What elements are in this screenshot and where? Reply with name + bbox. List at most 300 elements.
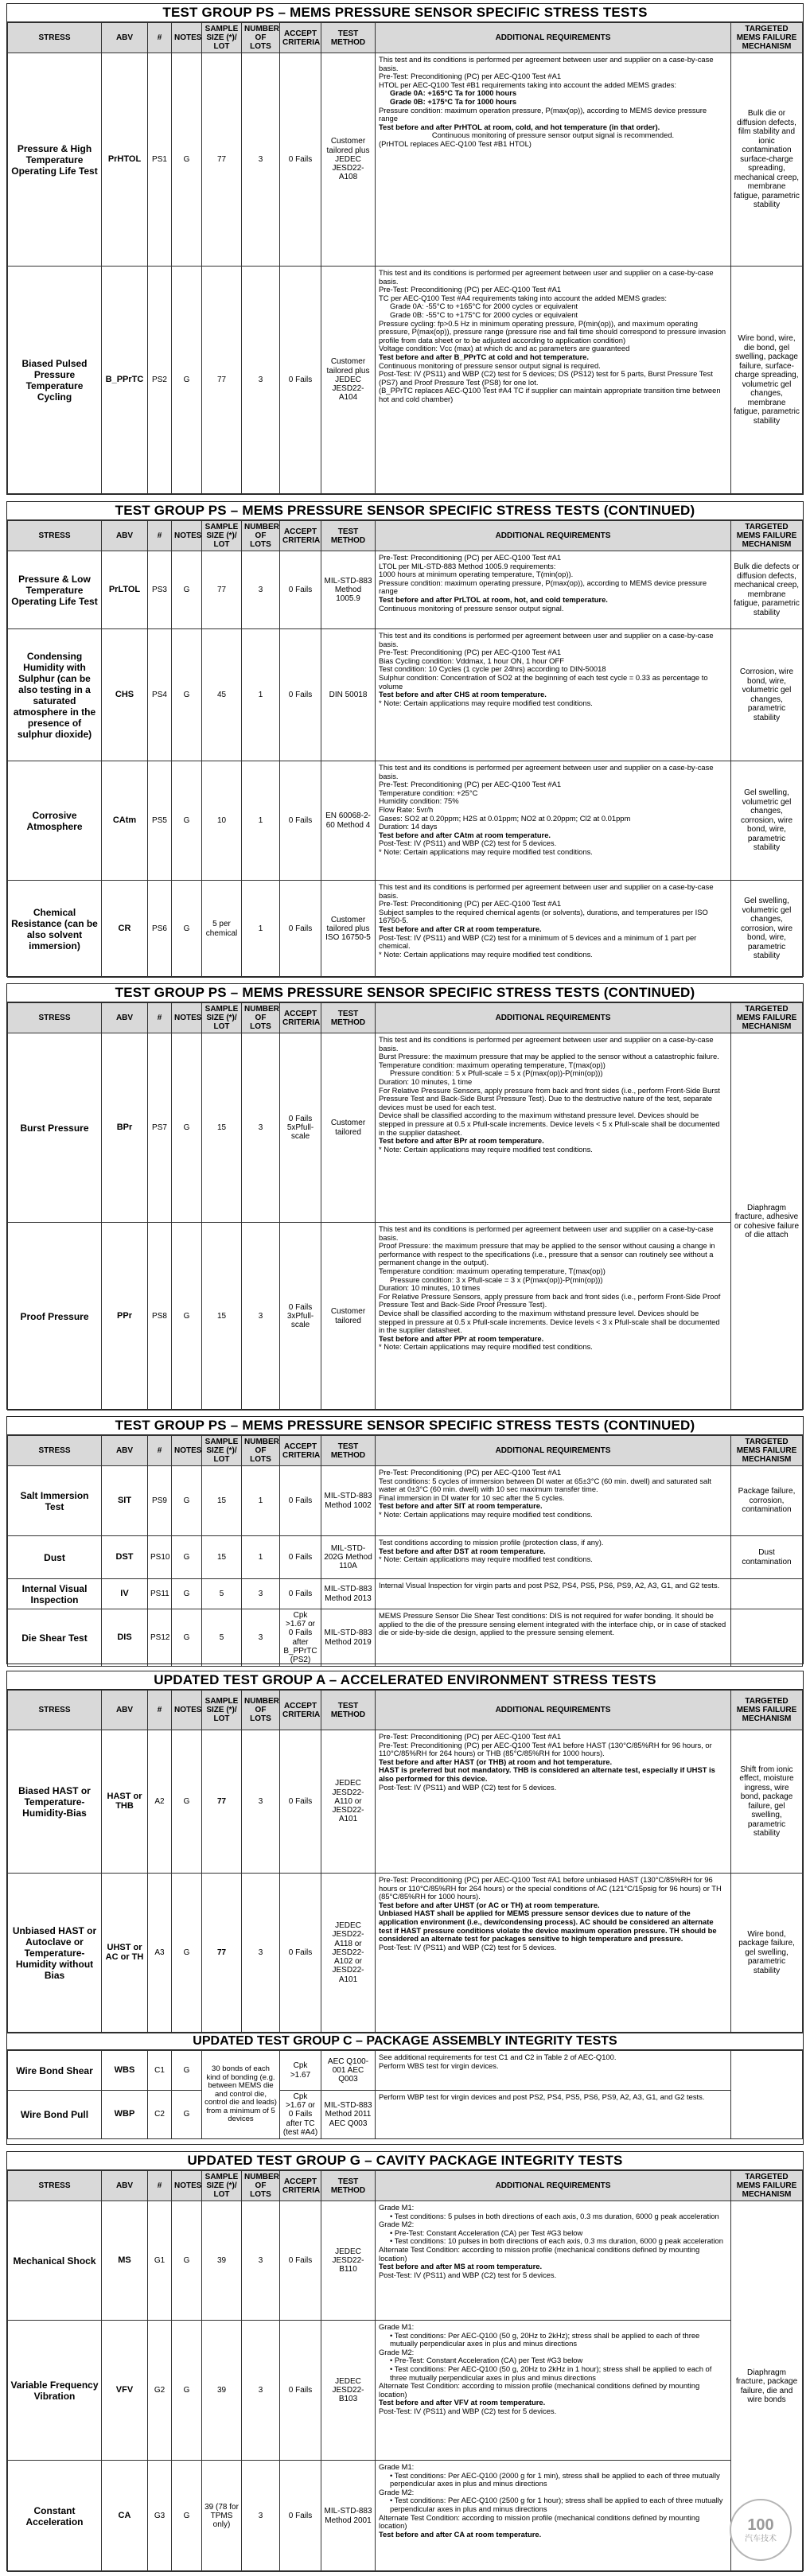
req-line: Test before and after PPr at room temperature. [379,1333,544,1343]
lot-count: 3 [242,2461,280,2572]
col-header-lots: NUMBER OF LOTS [242,521,280,551]
notes: G [172,1609,202,1667]
col-header-accept: ACCEPT CRITERIA [280,1003,321,1033]
col-header-abv: ABV [102,521,148,551]
lot-count: 3 [242,1730,280,1874]
additional-requirements [376,2201,731,2321]
stress-test-table [7,2050,803,2139]
failure-mechanism: Gel swelling, volumetric gel changes, corrosion, wire bond, wire, parametric stability [731,761,803,881]
test-method: MIL-STD-883 Method 2011 AEC Q003 [321,2091,376,2139]
watermark-text: 汽车技术 [745,2535,777,2543]
req-line: • Pre-Test: Constant Acceleration (CA) per Test #G3 below [390,2228,583,2237]
req-line: This test and its conditions is performed per agreement between user and supplier on a case-by-case basis. [379,1035,714,1053]
failure-mechanism: Diaphragm fracture, adhesive or cohesive failure of die attach [731,1033,803,1411]
failure-mechanism [731,1609,803,1667]
table-row [8,1874,803,2033]
test-number: PS1 [148,53,172,267]
col-header-stress: STRESS [8,1436,102,1466]
req-line: • Pre-Test: Constant Acceleration (CA) per Test #G3 below [390,2356,583,2365]
table-row [8,881,803,978]
test-number: PS4 [148,629,172,761]
req-line: * Note: Certain applications may require modified test conditions. [379,1509,593,1519]
sample-size: 5 per chemical [202,881,242,978]
col-header-sample-size: SAMPLE SIZE (*)/ LOT [202,2171,242,2201]
notes: G [172,1730,202,1874]
req-line: Test before and after DST at room temperature. [379,1546,546,1555]
section-title: TEST GROUP PS – MEMS PRESSURE SENSOR SPECIFIC STRESS TESTS (CONTINUED) [7,984,803,1002]
req-line: This test and its conditions is performed per agreement between user and supplier on a case-by-case basis. [379,268,714,286]
table-header-row [8,1436,803,1466]
notes: G [172,629,202,761]
col-header-sample-size: SAMPLE SIZE (*)/ LOT [202,1436,242,1466]
col-header-sample-size: SAMPLE SIZE (*)/ LOT [202,521,242,551]
col-header-number: # [148,1691,172,1730]
failure-mechanism: Package failure, corrosion, contamination [731,1466,803,1536]
req-line: Test before and after VFV at room temperature. [379,2398,546,2407]
test-method: Customer tailored [321,1223,376,1411]
test-method: Customer tailored plus JEDEC JESD22- A104 [321,267,376,494]
sample-size: 15 [202,1223,242,1411]
table-header-row [8,23,803,53]
req-line: * Note: Certain applications may require modified test conditions. [379,1555,593,1564]
additional-requirements [376,881,731,978]
notes: G [172,2091,202,2139]
table-row [8,761,803,881]
col-header-method: TEST METHOD [321,23,376,53]
additional-requirements [376,1609,731,1667]
notes: G [172,53,202,267]
sample-size: 39 [202,2201,242,2321]
notes: G [172,881,202,978]
col-header-stress: STRESS [8,23,102,53]
col-header-mechanism: TARGETED MEMS FAILURE MECHANISM [731,1691,803,1730]
failure-mechanism: Diaphragm fracture, package failure, die and wire bonds [731,2201,803,2572]
accept-criteria: Cpk >1.67 or 0 Fails after TC (test #A4) [280,2091,321,2139]
accept-criteria: 0 Fails [280,1874,321,2033]
sample-size: 15 [202,1536,242,1579]
sample-size: 5 [202,1609,242,1667]
lot-count: 1 [242,629,280,761]
req-line: (B_PPrTC replaces AEC-Q100 Test #A4 TC if supplier can maintain appropriate transition time between hot and cold chamber) [379,386,721,403]
additional-requirements [376,629,731,761]
accept-criteria: 0 Fails [280,53,321,267]
sample-size: 77 [202,267,242,494]
lot-count: 3 [242,267,280,494]
lot-count: 3 [242,53,280,267]
table-row [8,2461,803,2572]
table-section [6,2151,804,2571]
watermark-number: 100 [747,2516,774,2534]
col-header-notes: NOTES [172,1436,202,1466]
notes: G [172,551,202,629]
req-line: HTOL per AEC-Q100 Test #B1 requirements taking into account the added MEMS grades: [379,80,676,89]
req-line: This test and its conditions is performed per agreement between user and supplier on a case-by-case basis. [379,882,714,900]
req-line: Duration: 14 days [379,822,438,831]
stress-name: Die Shear Test [8,1609,102,1667]
sample-size: 77 [202,53,242,267]
req-line: Gases: SO2 at 0.20ppm; H2S at 0.01ppm; NO2 at 0.20ppm; Cl2 at 0.01ppm [379,813,631,823]
col-header-requirements: ADDITIONAL REQUIREMENTS [376,521,731,551]
col-header-number: # [148,23,172,53]
sample-size: 39 [202,2321,242,2461]
req-line: Post-Test: IV (PS11) and WBP (C2) test for 5 devices. [379,2406,557,2415]
stress-name: Chemical Resistance (can be also solvent immersion) [8,881,102,978]
sample-size: 30 bonds of each kind of bonding (e.g. between MEMS die and control die, control die and leads) from a minimum of 5 devices [202,2051,280,2139]
failure-mechanism: Bulk die defects or diffusion defects, mechanical creep, membrane fatigue, parametric stability [731,551,803,629]
additional-requirements [376,761,731,881]
test-number: PS2 [148,267,172,494]
failure-mechanism: Wire bond, wire, die bond, gel swelling, package failure, surface-charge spreading, volumetric gel changes, membrane fatigue, parametric stability [731,267,803,494]
additional-requirements [376,1730,731,1874]
col-header-notes: NOTES [172,1003,202,1033]
stress-name: Unbiased HAST or Autoclave or Temperature-Humidity without Bias [8,1874,102,2033]
stress-name: Burst Pressure [8,1033,102,1223]
stress-name: Pressure & High Temperature Operating Life Test [8,53,102,267]
stress-name: Constant Acceleration [8,2461,102,2572]
req-line: Flow Rate: 5vr/h [379,804,434,814]
additional-requirements [376,2461,731,2572]
req-line: Test before and after MS at room temperature. [379,2262,543,2271]
accept-criteria: 0 Fails [280,1730,321,1874]
req-line: Final immersion in DI water for 10 sec after the 5 cycles. [379,1492,565,1502]
additional-requirements [376,53,731,267]
stress-test-table [7,1435,803,1667]
req-line: See additional requirements for test C1 and C2 in Table 2 of AEC-Q100. [379,2053,617,2061]
req-line: (PrHTOL replaces AEC-Q100 Test #B1 HTOL) [379,138,532,148]
sample-size: 77 [202,551,242,629]
test-number: G2 [148,2321,172,2461]
req-line: For Relative Pressure Sensors, apply pressure from back and front sides (i.e., perform Front-Side Burst Pressure Test and Back-Side Burst Pressure Test). Due to the destructive nature of the test, separate devices must be used for each test. [379,1085,720,1111]
req-line: Test before and after CAtm at room temperature. [379,830,551,839]
test-method: MIL-STD-883 Method 2019 [321,1609,376,1667]
abbreviation: WBP [102,2091,148,2139]
notes: G [172,2461,202,2572]
abbreviation: CA [102,2461,148,2572]
accept-criteria: 0 Fails 5xPfull-scale [280,1033,321,1223]
req-line: Perform WBP test for virgin devices and post PS2, PS4, PS5, PS6, PS9, A2, A3, G1, and G2 tests. [379,2092,705,2101]
table-row [8,2201,803,2321]
table-section [6,1671,804,2145]
additional-requirements [376,267,731,494]
section-title: TEST GROUP PS – MEMS PRESSURE SENSOR SPECIFIC STRESS TESTS [7,4,803,22]
test-method: EN 60068-2-60 Method 4 [321,761,376,881]
abbreviation: PrLTOL [102,551,148,629]
table-section [6,501,804,977]
abbreviation: DIS [102,1609,148,1667]
req-line: • Test conditions: Per AEC-Q100 (50 g, 20Hz to 2kHz in 1 hour); stress shall be applied to each of three mutually perpendicular axes in plus and minus directions [390,2364,712,2382]
test-number: G3 [148,2461,172,2572]
abbreviation: CR [102,881,148,978]
col-header-accept: ACCEPT CRITERIA [280,1436,321,1466]
section-title: UPDATED TEST GROUP C – PACKAGE ASSEMBLY INTEGRITY TESTS [7,2033,803,2050]
req-line: • Test conditions: Per AEC-Q100 (50 g, 20Hz to 2kHz); stress shall be applied to each of three mutually perpendicular axes in plus and minus directions [390,2330,700,2348]
test-number: PS7 [148,1033,172,1223]
req-line: Bias Cycling condition: Vddmax, 1 hour ON, 1 hour OFF [379,656,564,665]
accept-criteria: 0 Fails [280,1536,321,1579]
sample-size: 10 [202,761,242,881]
abbreviation: VFV [102,2321,148,2461]
stress-test-table [7,1690,803,2033]
col-header-lots: NUMBER OF LOTS [242,1691,280,1730]
stress-name: Dust [8,1536,102,1579]
lot-count: 3 [242,1609,280,1667]
test-method: AEC Q100-001 AEC Q003 [321,2051,376,2091]
req-line: Grade M2: [379,2347,415,2356]
col-header-method: TEST METHOD [321,1003,376,1033]
section-title: UPDATED TEST GROUP G – CAVITY PACKAGE INTEGRITY TESTS [7,2152,803,2170]
req-line: Alternate Test Condition: according to mission profile (mechanical conditions defined by mounting location) [379,2381,700,2399]
section-title: TEST GROUP PS – MEMS PRESSURE SENSOR SPECIFIC STRESS TESTS (CONTINUED) [7,1417,803,1435]
req-line: Pre-Test: Preconditioning (PC) per AEC-Q100 Test #A1 [379,899,562,909]
lot-count: 1 [242,761,280,881]
abbreviation: BPr [102,1033,148,1223]
additional-requirements [376,2051,731,2091]
col-header-accept: ACCEPT CRITERIA [280,521,321,551]
table-row [8,2091,803,2139]
col-header-abv: ABV [102,2171,148,2201]
table-section [6,3,804,495]
col-header-sample-size: SAMPLE SIZE (*)/ LOT [202,1003,242,1033]
section-title: UPDATED TEST GROUP A – ACCELERATED ENVIRONMENT STRESS TESTS [7,1671,803,1690]
req-line: Post-Test: IV (PS11) and WBP (C2) test for 5 devices. [379,1942,557,1951]
stress-name: Mechanical Shock [8,2201,102,2321]
req-line: Subject samples to the required chemical agents (or solvents), durations, and temperatures per ISO 16750-5. [379,907,708,925]
req-line: Perform WBS test for virgin devices. [379,2060,499,2070]
test-method: MIL-STD-202G Method 110A [321,1536,376,1579]
test-method: JEDEC JESD22-B110 [321,2201,376,2321]
col-header-abv: ABV [102,23,148,53]
req-line: Test before and after HAST (or THB) at room and hot temperature. [379,1757,613,1766]
watermark-seal [730,2499,792,2561]
accept-criteria: 0 Fails [280,2461,321,2572]
req-line: Continuous monitoring of pressure sensor output signal is required. [379,360,601,370]
additional-requirements [376,1223,731,1411]
test-method: JEDEC JESD22-A110 or JESD22-A101 [321,1730,376,1874]
req-line: Pre-Test: Preconditioning (PC) per AEC-Q100 Test #A1 [379,780,562,789]
req-line: Temperature condition: maximum operating temperature, T(max(op)) [379,1266,606,1275]
req-line: Grade 0A: +165°C Ta for 1000 hours [390,88,517,98]
req-line: Duration: 10 minutes, 10 times [379,1283,481,1293]
abbreviation: IV [102,1579,148,1609]
req-line: Test before and after B_PPrTC at cold and hot temperature. [379,352,589,361]
col-header-abv: ABV [102,1691,148,1730]
notes: G [172,267,202,494]
req-line: Sulphur condition: Concentration of SO2 at the beginning of each test cycle = 0.33 as percentage to volume [379,672,708,691]
req-line: Alternate Test Condition: according to mission profile (mechanical conditions defined by mounting location) [379,2244,700,2263]
stress-name: Wire Bond Shear [8,2051,102,2091]
test-number: PS6 [148,881,172,978]
additional-requirements [376,2091,731,2139]
additional-requirements [376,1466,731,1536]
col-header-stress: STRESS [8,1691,102,1730]
req-line: Pre-Test: Preconditioning (PC) per AEC-Q100 Test #A1 [379,648,562,657]
stress-name: Biased HAST or Temperature-Humidity-Bias [8,1730,102,1874]
table-row [8,1609,803,1667]
notes: G [172,1579,202,1609]
stress-test-table [7,22,803,494]
test-number: A2 [148,1730,172,1874]
req-line: Test before and after BPr at room temperature. [379,1136,544,1146]
additional-requirements [376,1579,731,1609]
lot-count: 1 [242,1466,280,1536]
req-line: • Test conditions: 10 pulses in both directions of each axis, 0.3 ms duration, 6000 g peak acceleration [390,2236,723,2246]
test-method: MIL-STD-883 Method 1002 [321,1466,376,1536]
accept-criteria: Cpk >1.67 or 0 Fails after B_PPrTC (PS2) [280,1609,321,1667]
req-line: * Note: Certain applications may require modified test conditions. [379,846,593,856]
table-row [8,1223,803,1411]
table-row [8,2051,803,2091]
abbreviation: UHST or AC or TH [102,1874,148,2033]
test-method: DIN 50018 [321,629,376,761]
notes: G [172,1223,202,1411]
table-row [8,1466,803,1536]
test-number: C1 [148,2051,172,2091]
accept-criteria: 0 Fails [280,2201,321,2321]
sample-size: 5 [202,1579,242,1609]
req-line: * Note: Certain applications may require modified test conditions. [379,698,593,707]
col-header-requirements: ADDITIONAL REQUIREMENTS [376,2171,731,2201]
table-row [8,53,803,267]
col-header-stress: STRESS [8,1003,102,1033]
req-line: Pressure condition: maximum operation pressure, P(max(op)), according to MEMS device pressure range [379,105,707,123]
abbreviation: HAST or THB [102,1730,148,1874]
abbreviation: CAtm [102,761,148,881]
req-line: Test before and after PrHTOL at room, cold, and hot temperature (in that order). [379,122,660,131]
req-line: Post-Test: IV (PS11) and WBP (C2) test for 5 devices. [379,2270,557,2279]
sample-size: 45 [202,629,242,761]
col-header-stress: STRESS [8,521,102,551]
accept-criteria: Cpk >1.67 [280,2051,321,2091]
req-line: Pressure condition: 3 x Pfull-scale = 3 x (P(max(op))-P(min(op))) [390,1274,603,1284]
stress-name: Proof Pressure [8,1223,102,1411]
notes: G [172,1874,202,2033]
col-header-notes: NOTES [172,23,202,53]
req-line: This test and its conditions is performed per agreement between user and supplier on a case-by-case basis. [379,763,714,780]
stress-name: Salt Immersion Test [8,1466,102,1536]
stress-name: Biased Pulsed Pressure Temperature Cycling [8,267,102,494]
req-line: For Relative Pressure Sensors, apply pressure from back and front sides (i.e., perform Front-Side Proof Pressure Test and Back-Side Proof Pressure Test). [379,1291,721,1309]
notes: G [172,2321,202,2461]
col-header-number: # [148,521,172,551]
col-header-sample-size: SAMPLE SIZE (*)/ LOT [202,1691,242,1730]
req-line: Pressure condition: maximum operating pressure, P(max(op)), according to MEMS device pressure range [379,578,707,596]
table-row [8,629,803,761]
col-header-number: # [148,1436,172,1466]
failure-mechanism [731,2051,803,2139]
lot-count: 3 [242,1223,280,1411]
failure-mechanism: Wire bond, package failure, gel swelling, parametric stability [731,1874,803,2033]
req-line: Post-Test: IV (PS11) and WBP (C2) test for 5 devices. [379,1782,557,1792]
test-number: PS12 [148,1609,172,1667]
failure-mechanism: Dust contamination [731,1536,803,1579]
accept-criteria: 0 Fails [280,2321,321,2461]
col-header-number: # [148,2171,172,2201]
test-number: PS10 [148,1536,172,1579]
req-line: Pressure cycling: fp>0.5 Hz in minimum operating pressure, P(min(op)), and maximum operating pressure, P(max(op)), pressure range (pressure rise and fall time should correspond to pressure invasion profile from data sheet or to be adjusted according to application condition) [379,318,726,344]
req-line: Pre-Test: Preconditioning (PC) per AEC-Q100 Test #A1 [379,72,562,81]
col-header-method: TEST METHOD [321,1691,376,1730]
req-line: Voltage condition: Vcc (max) at which dc and ac parameters are guaranteed [379,344,630,353]
req-line: Test before and after PrLTOL at room, hot, and cold temperature. [379,594,608,604]
failure-mechanism: Shift from ionic effect, moisture ingress, wire bond, package failure, gel swelling, parametric stability [731,1730,803,1874]
col-header-mechanism: TARGETED MEMS FAILURE MECHANISM [731,23,803,53]
req-line: Temperature condition: maximum operating temperature, T(max(op)) [379,1060,606,1069]
col-header-requirements: ADDITIONAL REQUIREMENTS [376,23,731,53]
req-line: Pressure condition: 5 x Pfull-scale = 5 x (P(max(op))-P(min(op))) [390,1068,603,1078]
notes: G [172,761,202,881]
abbreviation: DST [102,1536,148,1579]
sample-size: 77 [202,1730,242,1874]
stress-name: Variable Frequency Vibration [8,2321,102,2461]
col-header-lots: NUMBER OF LOTS [242,1436,280,1466]
req-line: Test conditions according to mission profile (protection class, if any). [379,1538,604,1547]
stress-name: Pressure & Low Temperature Operating Life Test [8,551,102,629]
abbreviation: WBS [102,2051,148,2091]
req-line: * Note: Certain applications may require modified test conditions. [379,1342,593,1352]
table-header-row [8,1003,803,1033]
abbreviation: CHS [102,629,148,761]
notes: G [172,1033,202,1223]
req-line: Pre-Test: Preconditioning (PC) per AEC-Q100 Test #A1 before unbiased HAST (130°C/85%RH for 96 hours or 110°C/85%RH for 264 hours) or the special conditions of AC (121°C/15psig for 96 hours) or TH (85°C/85%RH for 1000 hours). [379,1875,722,1901]
req-line: • Test conditions: Per AEC-Q100 (2500 g for 1 hour); stress shall be applied to each of three mutually perpendicular axes in plus and minus directions [390,2496,723,2513]
req-line: Grade M2: [379,2220,415,2229]
req-line: Alternate Test Condition: according to mission profile (mechanical conditions defined by mounting location) [379,2512,700,2531]
accept-criteria: 0 Fails [280,629,321,761]
col-header-requirements: ADDITIONAL REQUIREMENTS [376,1436,731,1466]
additional-requirements [376,2321,731,2461]
lot-count: 3 [242,2201,280,2321]
req-line: Humidity condition: 75% [379,796,459,806]
lot-count: 1 [242,1536,280,1579]
test-number: PS8 [148,1223,172,1411]
req-line: Grade 0B: -55°C to +175°C for 2000 cycles or equivalent [390,309,578,319]
sample-size: 39 (78 for TPMS only) [202,2461,242,2572]
col-header-lots: NUMBER OF LOTS [242,1003,280,1033]
accept-criteria: 0 Fails [280,267,321,494]
req-line: Unbiased HAST shall be applied for MEMS pressure sensor devices due to nature of the application environment (i.e., dew/condensing process). AC should be considered an alternate test if HAST pressure conditions violate the device maximum operation pressure. TH should be considered an alternate test for packages sensitive to high temperature and pressure. [379,1909,717,1944]
abbreviation: PrHTOL [102,53,148,267]
req-line: LTOL per MIL-STD-883 Method 1005.9 requirements: [379,561,556,570]
req-line: This test and its conditions is performed per agreement between user and supplier on a case-by-case basis. [379,55,714,72]
req-line: HAST is preferred but not mandatory. THB is considered an alternate test, especially if UHST is also performed for this device. [379,1765,715,1783]
additional-requirements [376,1033,731,1223]
test-number: PS9 [148,1466,172,1536]
req-line: Grade M1: [379,2462,415,2471]
req-line: Pre-Test: Preconditioning (PC) per AEC-Q100 Test #A1 [379,1468,562,1477]
req-line: MEMS Pressure Sensor Die Shear Test conditions: DIS is not required for wafer bonding. It should be applied to the die of the pressure sensing element integrated with the interface chip, or in case of stacked die or side-by-side die design, applied to the pressure sensing element. [379,1611,726,1637]
stress-name: Wire Bond Pull [8,2091,102,2139]
lot-count: 3 [242,1033,280,1223]
lot-count: 3 [242,2321,280,2461]
abbreviation: B_PPrTC [102,267,148,494]
test-number: C2 [148,2091,172,2139]
lot-count: 3 [242,1579,280,1609]
req-line: Test conditions: 5 cycles of immersion between DI water at 65±3°C (60 min. dwell) and saturated salt water at 0±3°C (60 min. dwell) with 10 sec maximum transfer time. [379,1476,711,1494]
stress-test-table [7,1002,803,1411]
req-line: This test and its conditions is performed per agreement between user and supplier on a case-by-case basis. [379,1224,714,1242]
stress-name: Corrosive Atmosphere [8,761,102,881]
req-line: Grade 0B: +175°C Ta for 1000 hours [390,96,517,106]
test-number: PS11 [148,1579,172,1609]
req-line: Test before and after CHS at room temperature. [379,690,547,699]
req-line: • Test conditions: 5 pulses in both directions of each axis, 0.3 ms duration, 6000 g peak acceleration [390,2211,719,2220]
table-section [6,1416,804,1664]
req-line: Internal Visual Inspection for virgin parts and post PS2, PS4, PS5, PS6, PS9, A2, A3, G1, and G2 tests. [379,1581,720,1590]
req-line: Test before and after UHST (or AC or TH) at room temperature. [379,1900,600,1909]
test-method: Customer tailored plus ISO 16750-5 [321,881,376,978]
lot-count: 3 [242,1874,280,2033]
failure-mechanism: Corrosion, wire bond, wire, volumetric gel changes, parametric stability [731,629,803,761]
